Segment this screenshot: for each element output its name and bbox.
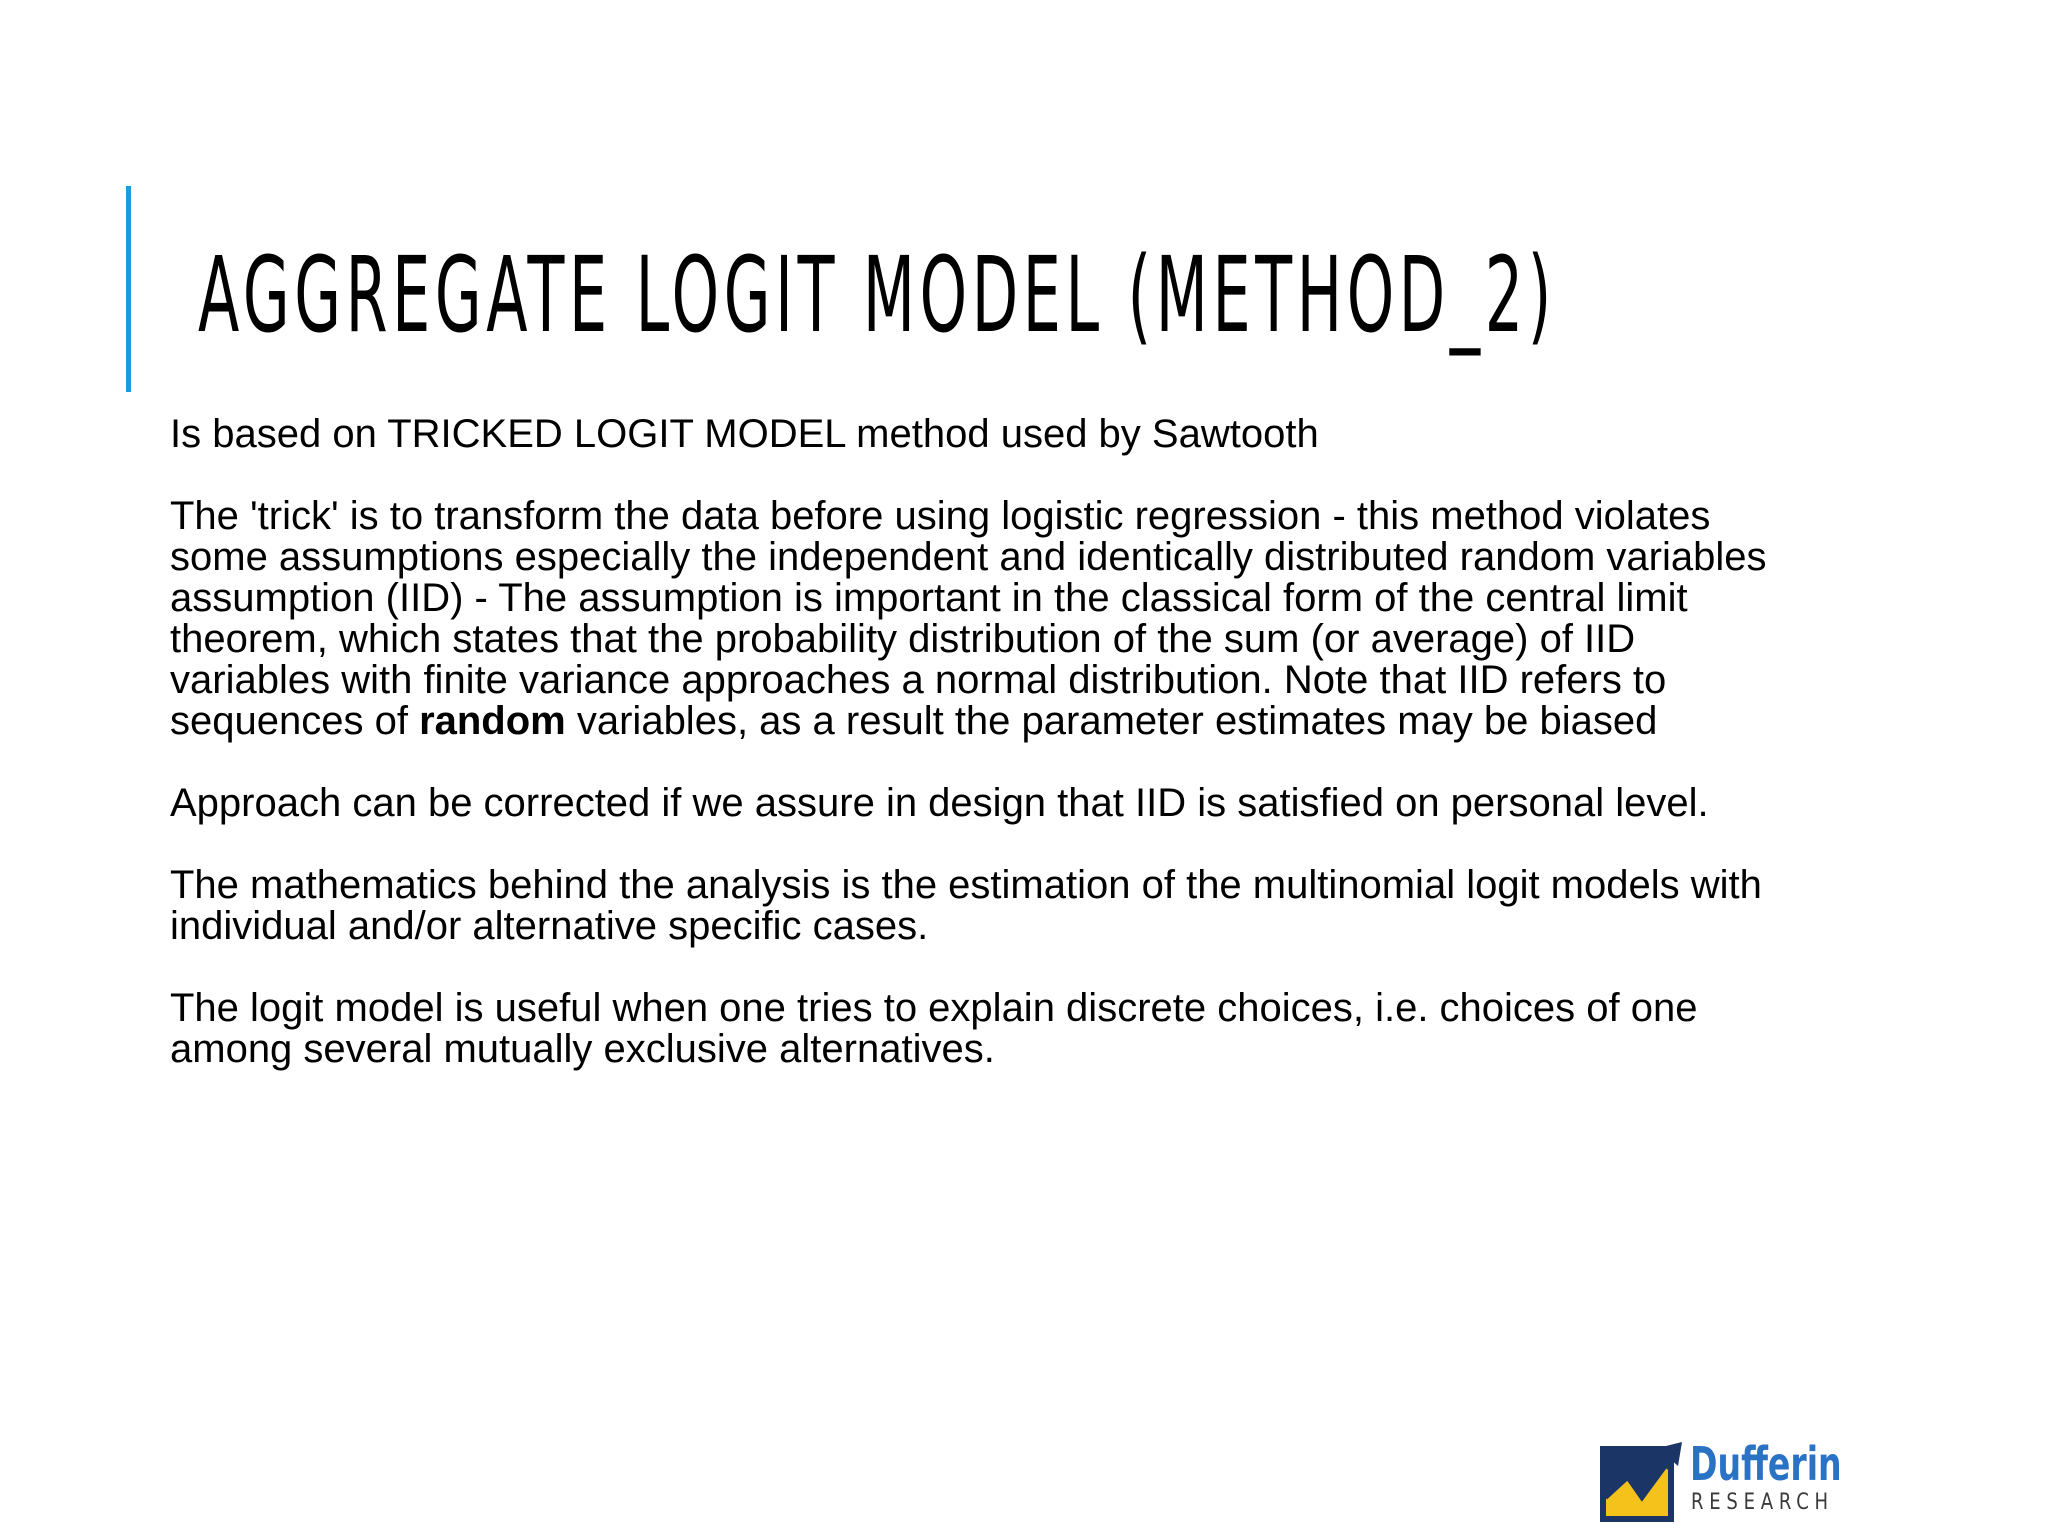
paragraph-trick-text: The 'trick' is to transform the data before using logistic regression - this method violates some assumptions especially the independent and identically distributed random variables assumption (IID) - The assumption is important in the classical form of the central limit theorem, which states that the probability distribution of the sum (or average) of IID variables with finite variance approaches a normal distribution. Note that IID refers to sequences of — [170, 494, 1767, 743]
dufferin-research-logo — [1598, 1437, 1842, 1524]
logo-chart-icon — [1598, 1440, 1684, 1524]
slide-title: AGGREGATE LOGIT MODEL (METHOD_2) — [198, 234, 1556, 356]
paragraph-correction: Approach can be corrected if we assure in design that IID is satisfied on personal level. — [170, 781, 1709, 825]
paragraph-sawtooth: Is based on TRICKED LOGIT MODEL method used by Sawtooth — [170, 412, 1319, 456]
paragraph-trick-tail: variables, as a result the parameter estimates may be biased — [565, 699, 1658, 743]
paragraph-trick-bold: random — [419, 699, 566, 743]
paragraph-logit-usefulness: The logit model is useful when one tries to explain discrete choices, i.e. choices of one among several mutually exclusive alternatives. — [170, 986, 1698, 1071]
paragraph-mathematics: The mathematics behind the analysis is the estimation of the multinomial logit models with individual and/or alternative specific cases. — [170, 863, 1762, 948]
paragraph-trick — [170, 496, 1790, 742]
title-accent-bar — [126, 186, 131, 392]
logo-subtitle: RESEARCH — [1691, 1490, 1834, 1515]
slide-body — [170, 414, 1790, 1111]
logo-name: Dufferin — [1690, 1437, 1842, 1491]
